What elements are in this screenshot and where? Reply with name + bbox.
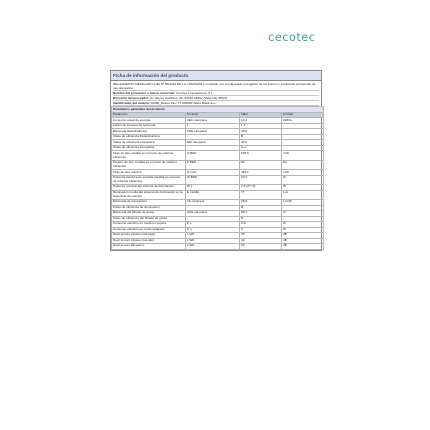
- unit-cell: -: [282, 134, 324, 140]
- parameter-cell: Clase de eficiencia de iluminación: [112, 205, 186, 211]
- sheet-intro: [111, 81, 321, 106]
- parameter-cell: Consumo anual de energía: [112, 118, 186, 124]
- parameter-cell: Consumo eléctrico en modo en espera: [112, 222, 186, 228]
- unit-cell: -: [282, 123, 324, 129]
- table-row: [112, 190, 324, 199]
- parameter-cell: Factor de incremento temporal: [112, 123, 186, 129]
- parameter-cell: Clase de eficiencia energética: [112, 145, 186, 151]
- table-row: [112, 151, 324, 160]
- unit-cell: -: [282, 216, 324, 222]
- product-information-sheet: [110, 70, 322, 251]
- model-value: 02980_Bolero Flux TT 605000 Glass Black A++: [150, 101, 216, 106]
- value-cell: 25,0: [240, 129, 282, 135]
- symbol-cell: -: [186, 205, 240, 211]
- symbol-cell: L WA: [186, 238, 240, 244]
- parameter-cell: Consumo eléctrico en modo apagado: [112, 227, 186, 233]
- unit-cell: kWh/a: [282, 118, 324, 124]
- symbol-cell: P BEP: [186, 160, 240, 169]
- parameter-cell: Nivel sonoro (Ajuste más alto): [112, 238, 186, 244]
- table-row: [112, 175, 324, 184]
- unit-cell: -: [282, 145, 324, 151]
- unit-cell: dB: [282, 238, 324, 244]
- unit-cell: W: [282, 185, 324, 191]
- address-value: Av. Reyes Católicos, 60. 46910 Alfafar (Valencia) SPAIN: [150, 96, 228, 101]
- table-row: [112, 160, 324, 169]
- parameter-cell: Clase de eficiencia fluidodinámica: [112, 134, 186, 140]
- unit-cell: dB: [282, 233, 324, 239]
- value-cell: 2,5 (2*1,5): [240, 185, 282, 191]
- symbol-cell: -: [186, 216, 240, 222]
- unit-cell: dB: [282, 244, 324, 250]
- model-label: Identificador del modelo:: [113, 101, 150, 106]
- supplier-value: Cecotec Innovaciones, S.L.: [175, 91, 214, 96]
- symbol-cell: f: [186, 123, 240, 129]
- unit-cell: -: [282, 205, 324, 211]
- symbol-cell: Q BEP: [186, 151, 240, 160]
- value-cell: 30,9: [240, 140, 282, 146]
- parameter-cell: Flujo de aire medido en el punto de máxima eficiencia: [112, 151, 186, 160]
- parameter-cell: Clase de eficiencia del filtrado de grasa: [112, 216, 186, 222]
- symbol-cell: Q max: [186, 170, 240, 176]
- parameter-cell: Nivel sonoro (Booster): [112, 244, 186, 250]
- value-cell: 77: [240, 190, 282, 199]
- unit-cell: W: [282, 222, 324, 228]
- unit-cell: Lux/W: [282, 200, 324, 206]
- unit-cell: W: [282, 175, 324, 184]
- value-cell: D: [240, 216, 282, 222]
- symbol-cell: -: [186, 145, 240, 151]
- parameter-cell: Eficiencia del filtrado de grasa: [112, 211, 186, 217]
- value-cell: 462,1: [240, 170, 282, 176]
- symbol-cell: P o: [186, 227, 240, 233]
- unit-cell: -: [282, 129, 324, 135]
- symbol-cell: -: [186, 134, 240, 140]
- value-cell: 225,5: [240, 151, 282, 160]
- symbol-cell: P s: [186, 222, 240, 228]
- table-row: [112, 244, 324, 250]
- regulation-text: REGLAMENTO DELEGADO (UE) Nº 65/2014 DE LA COMISIÓN en relación con el etiquetado energético de los hornos y campanas extractoras de uso doméstico.: [113, 82, 319, 91]
- column-header: Valor: [240, 112, 282, 118]
- parameter-cell: Potencia eléctrica de entrada medida en el punto de máxima eficiencia: [112, 175, 186, 184]
- value-cell: 20,4: [240, 175, 282, 184]
- unit-cell: m³/h: [282, 170, 324, 176]
- column-header: Parámetro: [112, 112, 186, 118]
- symbol-cell: EEI campana: [186, 140, 240, 146]
- parameter-cell: Eficiencia fluidodinámica: [112, 129, 186, 135]
- value-cell: 0: [240, 227, 282, 233]
- symbol-cell: L WA: [186, 233, 240, 239]
- value-cell: 0,8: [240, 222, 282, 228]
- sheet-title: Ficha de información del producto: [111, 71, 321, 81]
- parameter-cell: Nivel sonoro (Ajuste más bajo): [112, 233, 186, 239]
- table-body: [112, 118, 324, 249]
- parameter-cell: Flujo de aire máximo: [112, 170, 186, 176]
- symbol-cell: W L: [186, 185, 240, 191]
- parameter-cell: Potencia nominal del sistema de iluminación: [112, 185, 186, 191]
- value-cell: A++: [240, 145, 282, 151]
- unit-cell: Lux: [282, 190, 324, 199]
- symbol-cell: GFE campana: [186, 211, 240, 217]
- symbol-cell: E middle: [186, 190, 240, 199]
- column-header: Unidad: [282, 112, 324, 118]
- parameter-cell: Iluminación media del sistema de iluminación en la superficie de cocción: [112, 190, 186, 199]
- value-cell: 82: [240, 160, 282, 169]
- unit-cell: -: [282, 140, 324, 146]
- symbol-cell: W BEP: [186, 175, 240, 184]
- parameters-table: [111, 106, 324, 249]
- supplier-label: Nombre del proveedor o marca comercial:: [113, 91, 176, 96]
- value-cell: 44: [240, 238, 282, 244]
- value-cell: B: [240, 205, 282, 211]
- value-cell: B: [240, 134, 282, 140]
- address-label: Dirección del proveedor:: [113, 96, 150, 101]
- unit-cell: m³/h: [282, 151, 324, 160]
- section-heading: Parámetros generales del producto: [112, 107, 324, 113]
- symbol-cell: L WA: [186, 244, 240, 250]
- brand-logo: cecotec: [268, 30, 316, 44]
- symbol-cell: FDE campana: [186, 129, 240, 135]
- value-cell: 25,8: [240, 200, 282, 206]
- value-cell: 10,4: [240, 118, 282, 124]
- symbol-cell: LE campana: [186, 200, 240, 206]
- unit-cell: %: [282, 211, 324, 217]
- value-cell: 1,1: [240, 123, 282, 129]
- symbol-cell: AEC campana: [186, 118, 240, 124]
- value-cell: 68,1: [240, 211, 282, 217]
- unit-cell: Pa: [282, 160, 324, 169]
- unit-cell: W: [282, 227, 324, 233]
- parameter-cell: Presión de aire medida en el punto de máxima eficiencia: [112, 160, 186, 169]
- parameter-cell: Eficiencia de iluminación: [112, 200, 186, 206]
- column-header: Símbolo: [186, 112, 240, 118]
- value-cell: 58: [240, 233, 282, 239]
- parameter-cell: Índice de eficiencia energética: [112, 140, 186, 146]
- value-cell: 63: [240, 244, 282, 250]
